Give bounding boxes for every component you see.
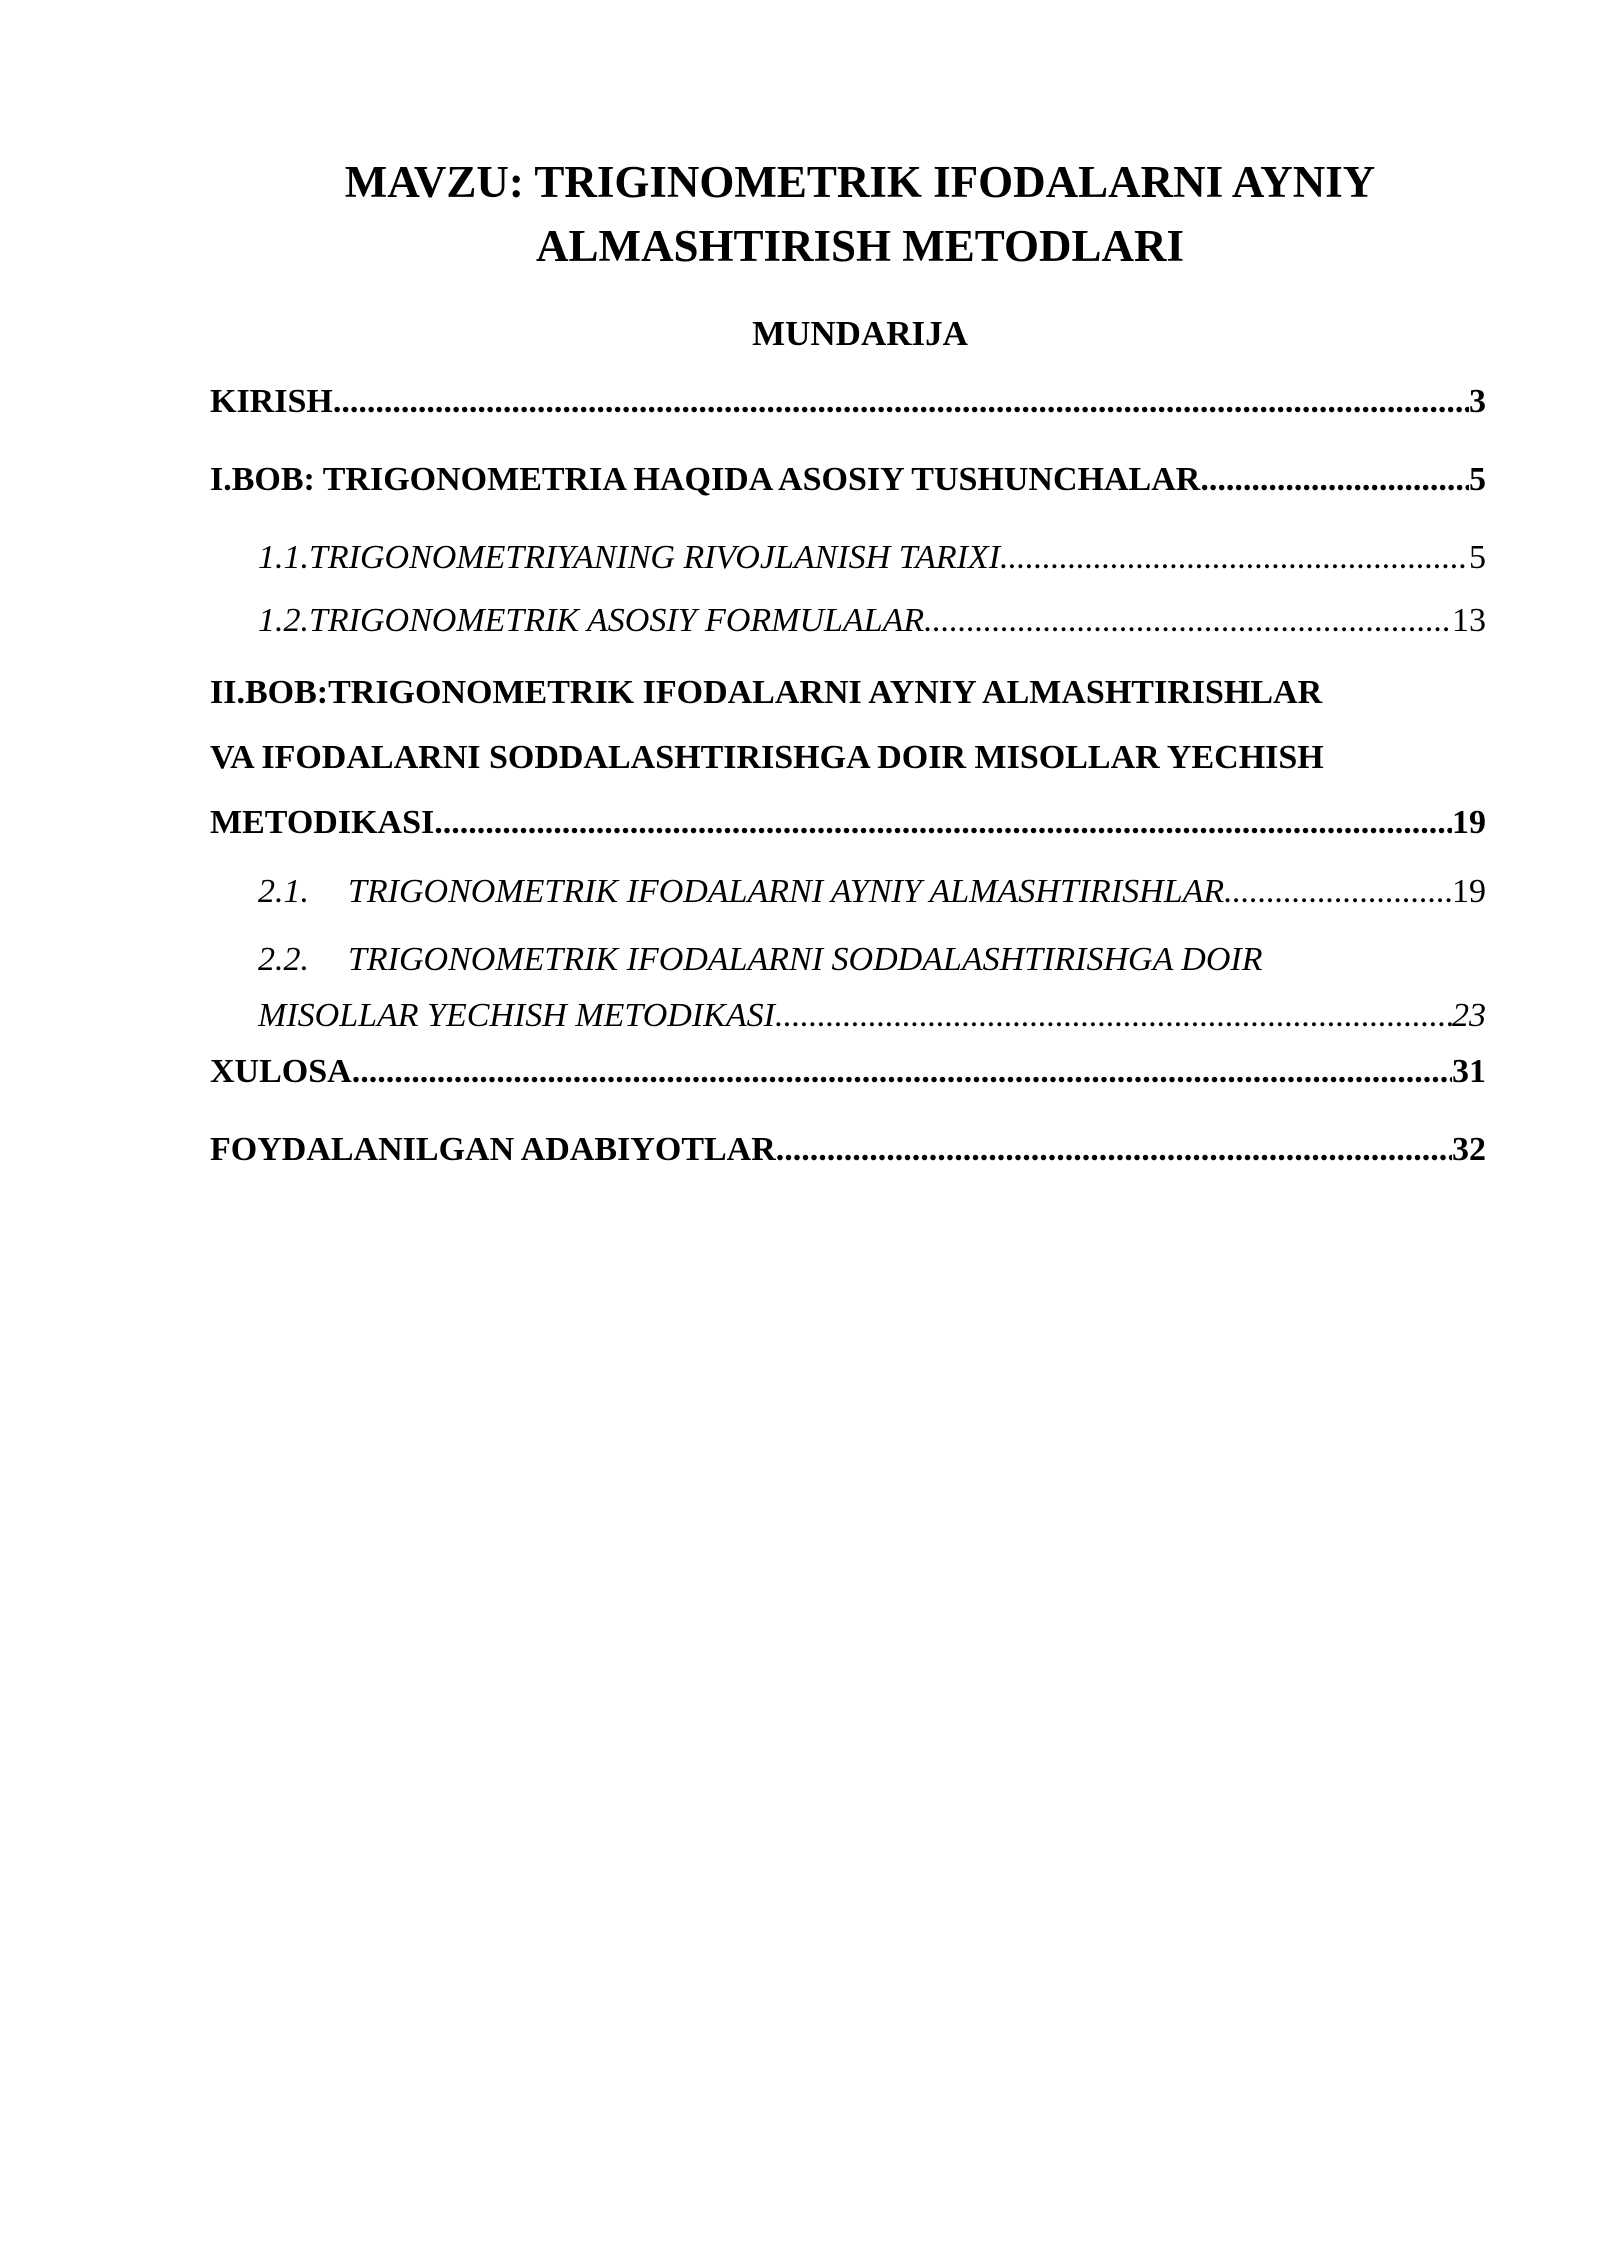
toc-entry-section-2-2[interactable] bbox=[258, 932, 1486, 1044]
toc-entry-references[interactable] bbox=[210, 1128, 1486, 1172]
title-line-1: MAVZU: TRIGINOMETRIK IFODALARNI AYNIY bbox=[344, 157, 1376, 207]
toc-entry-label-line-2: VA IFODALARNI SODDALASHTIRISHGA DOIR MISOLLAR YECHISH bbox=[210, 739, 1324, 776]
toc-entry-section-1-2[interactable] bbox=[258, 599, 1486, 643]
dot-leader bbox=[352, 1050, 1452, 1094]
toc-page-number: 31 bbox=[1452, 1053, 1486, 1090]
toc-page-number: 19 bbox=[1452, 873, 1486, 910]
title-line-2: ALMASHTIRISH METODLARI bbox=[535, 221, 1185, 271]
toc-entry-section-2-1[interactable] bbox=[258, 870, 1486, 914]
toc-entry-text bbox=[258, 870, 1224, 914]
dot-leader bbox=[1000, 536, 1469, 580]
toc-page-number: 5 bbox=[1469, 539, 1486, 576]
toc-entry-chapter-1[interactable] bbox=[210, 458, 1486, 502]
dot-leader bbox=[1200, 458, 1469, 502]
toc-heading: MUNDARIJA bbox=[752, 314, 968, 353]
toc-page-number: 5 bbox=[1469, 461, 1486, 498]
dot-leader bbox=[333, 380, 1469, 424]
toc-entry-label: 1.1.TRIGONOMETRIYANING RIVOJLANISH TARIXI bbox=[258, 539, 1001, 576]
document-title bbox=[210, 150, 1510, 278]
dot-leader bbox=[924, 599, 1452, 643]
toc-entry-label: XULOSA bbox=[210, 1053, 352, 1090]
toc-entry-label-line-2: MISOLLAR YECHISH METODIKASI bbox=[258, 997, 775, 1034]
toc-entry-xulosa[interactable] bbox=[210, 1050, 1486, 1094]
toc-entry-label-line-3: METODIKASI bbox=[210, 804, 435, 841]
toc-page-number: 23 bbox=[1452, 997, 1486, 1034]
toc-entry-section-1-1[interactable] bbox=[258, 536, 1486, 580]
toc-page-number: 32 bbox=[1452, 1131, 1486, 1168]
toc-entry-label: KIRISH bbox=[210, 383, 333, 420]
toc-entry-kirish[interactable] bbox=[210, 380, 1486, 424]
toc-section-number: 2.1. bbox=[258, 873, 309, 910]
dot-leader bbox=[775, 988, 1452, 1044]
dot-leader bbox=[1224, 870, 1452, 914]
dot-leader bbox=[434, 790, 1452, 855]
toc-page-number: 19 bbox=[1452, 804, 1486, 841]
toc-page-number: 13 bbox=[1452, 602, 1486, 639]
toc-section-number: 2.2. bbox=[258, 941, 309, 978]
toc-entry-label-line-1: II.BOB:TRIGONOMETRIK IFODALARNI AYNIY ALMASHTIRISHLAR bbox=[210, 674, 1323, 711]
toc-page-number: 3 bbox=[1469, 383, 1486, 420]
toc-entry-label: FOYDALANILGAN ADABIYOTLAR bbox=[210, 1131, 776, 1168]
toc-entry-label: TRIGONOMETRIK IFODALARNI AYNIY ALMASHTIRISHLAR bbox=[348, 873, 1225, 910]
toc-entry-label: I.BOB: TRIGONOMETRIA HAQIDA ASOSIY TUSHUNCHALAR bbox=[210, 461, 1201, 498]
toc-entry-chapter-2[interactable] bbox=[210, 660, 1486, 855]
toc-entry-label: 1.2.TRIGONOMETRIK ASOSIY FORMULALAR bbox=[258, 602, 925, 639]
dot-leader bbox=[776, 1128, 1452, 1172]
toc-entry-label-line-1 bbox=[258, 932, 1486, 988]
toc-entry-label: TRIGONOMETRIK IFODALARNI SODDALASHTIRISHGA DOIR bbox=[348, 941, 1263, 978]
